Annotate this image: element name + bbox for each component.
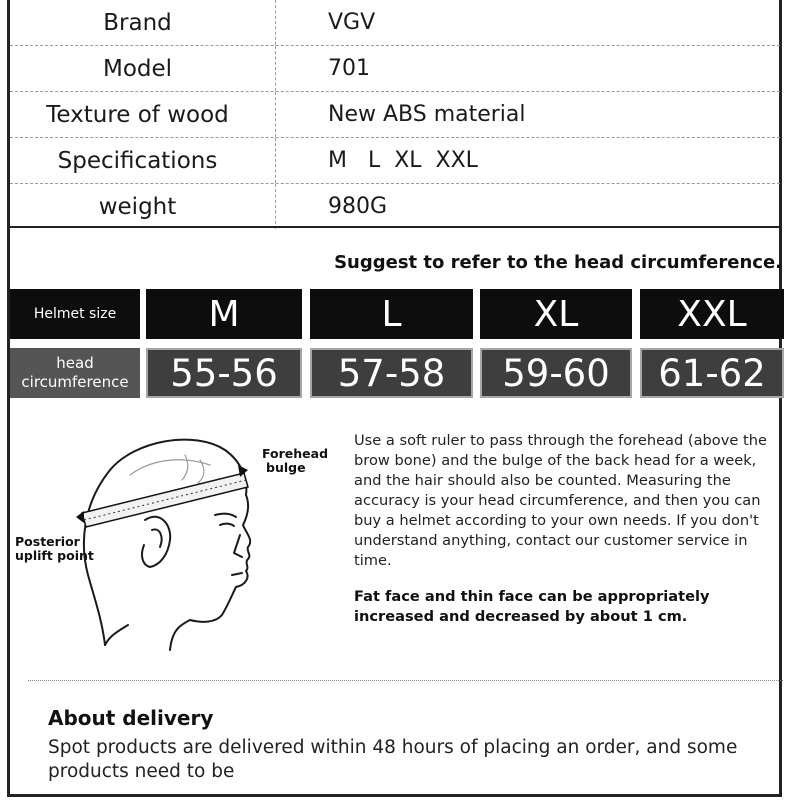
spec-divider — [275, 184, 276, 229]
delivery-title: About delivery — [48, 706, 214, 730]
circ-label-line1: head — [56, 354, 94, 372]
circ-cell-xl: 59-60 — [480, 348, 632, 398]
circ-cell-m: 55-56 — [146, 348, 302, 398]
delivery-text: Spot products are delivered within 48 hours of placing an order, and some products need to be — [48, 737, 738, 782]
forehead-label — [262, 447, 342, 475]
spec-label: weight — [98, 193, 177, 220]
measurement-instructions: Use a soft ruler to pass through the forehead (above the brow bone) and the bulge of the back head for a week, and the hair should also be counted. Measuring the accuracy is your head circumference, and then you can buy a helmet according to your own needs. If you don't understand anything, contact our customer service in time. — [354, 432, 767, 569]
circ-cell-xxl: 61-62 — [640, 348, 784, 398]
spec-value: 980G — [328, 194, 388, 219]
spec-value: VGV — [328, 10, 376, 35]
spec-row-brand — [10, 0, 780, 46]
spec-value: 701 — [328, 56, 370, 81]
fit-adjustment-note: Fat face and thin face can be appropriately increased and decreased by about 1 cm. — [354, 588, 710, 625]
head-circumference-label — [10, 348, 140, 398]
head-measurement-illustration — [10, 425, 350, 655]
size-chart-note: Suggest to refer to the head circumference. — [334, 252, 782, 273]
spec-divider — [275, 0, 276, 45]
circ-cell-l: 57-58 — [310, 348, 473, 398]
spec-value: M L XL XXL — [328, 148, 478, 173]
spec-table — [10, 0, 780, 229]
spec-row-texture — [10, 92, 780, 138]
spec-label: Brand — [103, 9, 172, 36]
size-cell-xl: XL — [480, 289, 632, 339]
size-cell-l: L — [310, 289, 473, 339]
circ-label-line2: circumference — [21, 373, 129, 391]
helmet-size-label: Helmet size — [10, 289, 140, 339]
spec-divider — [275, 138, 276, 183]
spec-row-weight — [10, 184, 780, 229]
forehead-label-line2: bulge — [266, 460, 306, 475]
spec-label: Specifications — [57, 147, 218, 174]
spec-divider — [275, 92, 276, 137]
circumference-row — [10, 348, 784, 398]
spec-row-model — [10, 46, 780, 92]
spec-row-specifications — [10, 138, 780, 184]
size-cell-m: M — [146, 289, 302, 339]
spec-value: New ABS material — [328, 102, 526, 127]
spec-divider — [275, 46, 276, 91]
table-divider — [10, 226, 780, 228]
size-cell-xxl: XXL — [640, 289, 784, 339]
forehead-label-line1: Forehead — [262, 446, 329, 461]
spec-label: Model — [102, 55, 173, 82]
size-header-row — [10, 289, 784, 339]
posterior-label-line2: uplift point — [15, 548, 94, 563]
spec-label: Texture of wood — [46, 101, 229, 128]
posterior-label-line1: Posterior — [15, 534, 80, 549]
section-divider — [28, 680, 783, 681]
posterior-label — [15, 535, 105, 563]
